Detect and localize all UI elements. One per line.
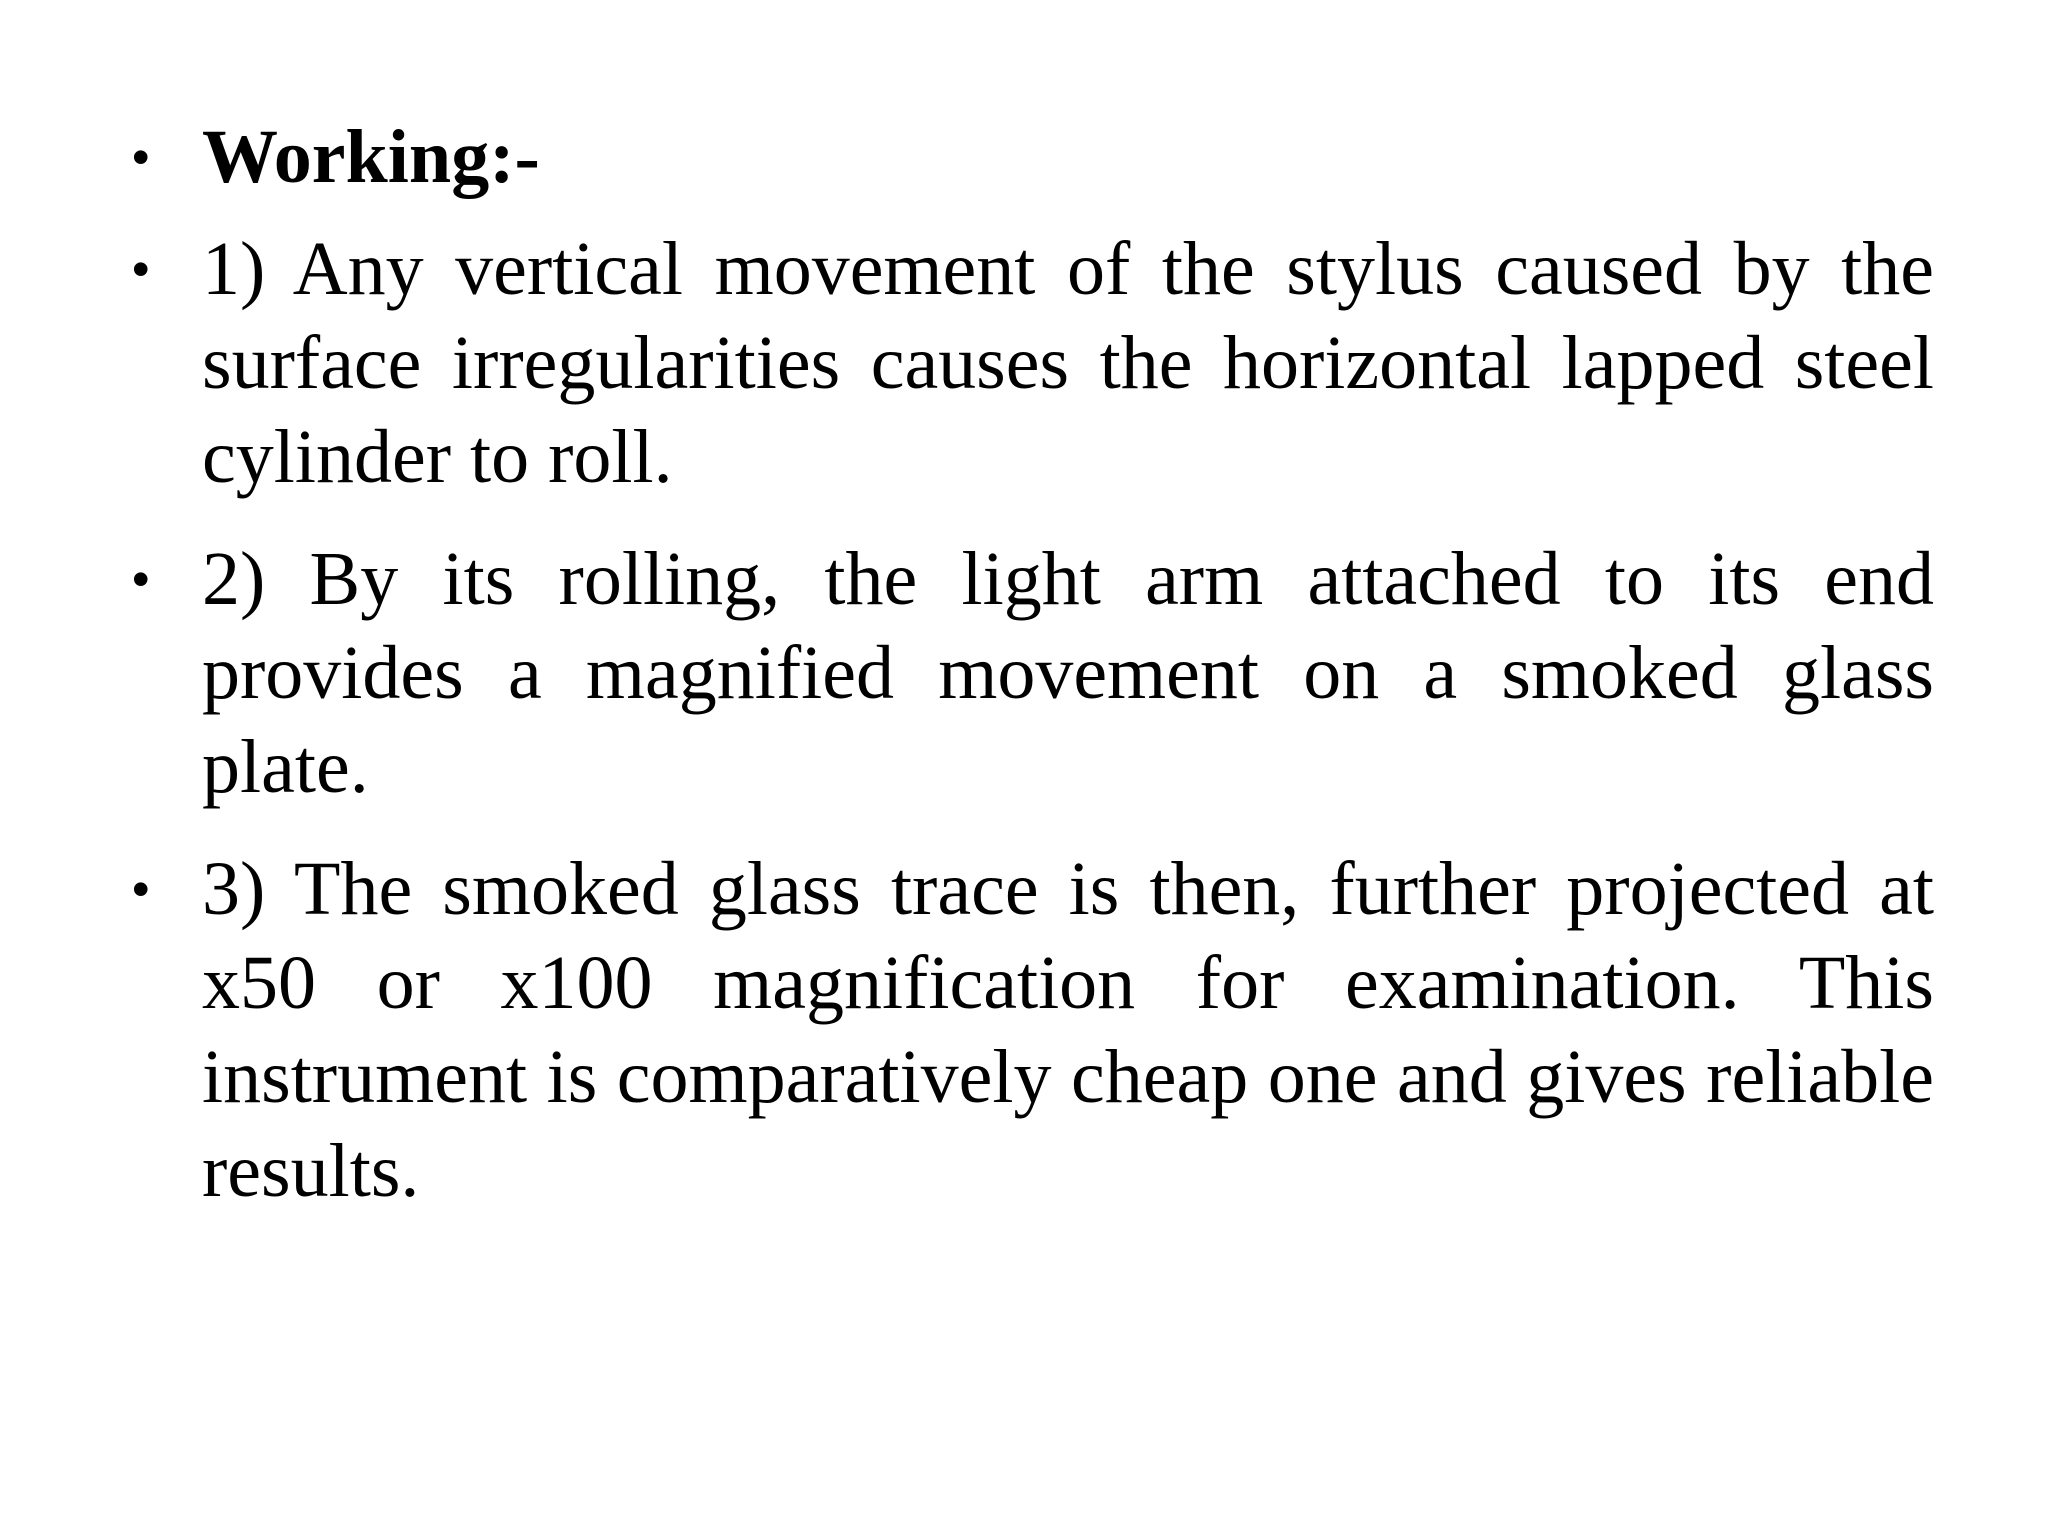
bullet-icon: • — [132, 129, 150, 185]
bullet-text-1: 1) Any vertical movement of the stylus caused by the surface irregularities causes the horizontal lapped steel cylinder to roll. — [202, 227, 1934, 499]
bullet-icon: • — [132, 551, 150, 607]
bullet-icon: • — [132, 241, 150, 297]
bullet-item-1 — [126, 222, 1934, 504]
bullet-text-2: 2) By its rolling, the light arm attached to its end provides a magnified movement on a smoked glass plate. — [202, 537, 1934, 809]
bullet-item-3 — [126, 842, 1934, 1218]
bullet-item-2 — [126, 532, 1934, 814]
bullet-text-3: 3) The smoked glass trace is then, further projected at x50 or x100 magnification for examination. This instrument is comparatively cheap one and gives reliable results. — [202, 847, 1934, 1213]
bullet-icon: • — [132, 861, 150, 917]
bullet-list — [126, 110, 1934, 1218]
bullet-item-heading — [126, 110, 1934, 204]
heading-text: Working:- — [202, 115, 540, 199]
